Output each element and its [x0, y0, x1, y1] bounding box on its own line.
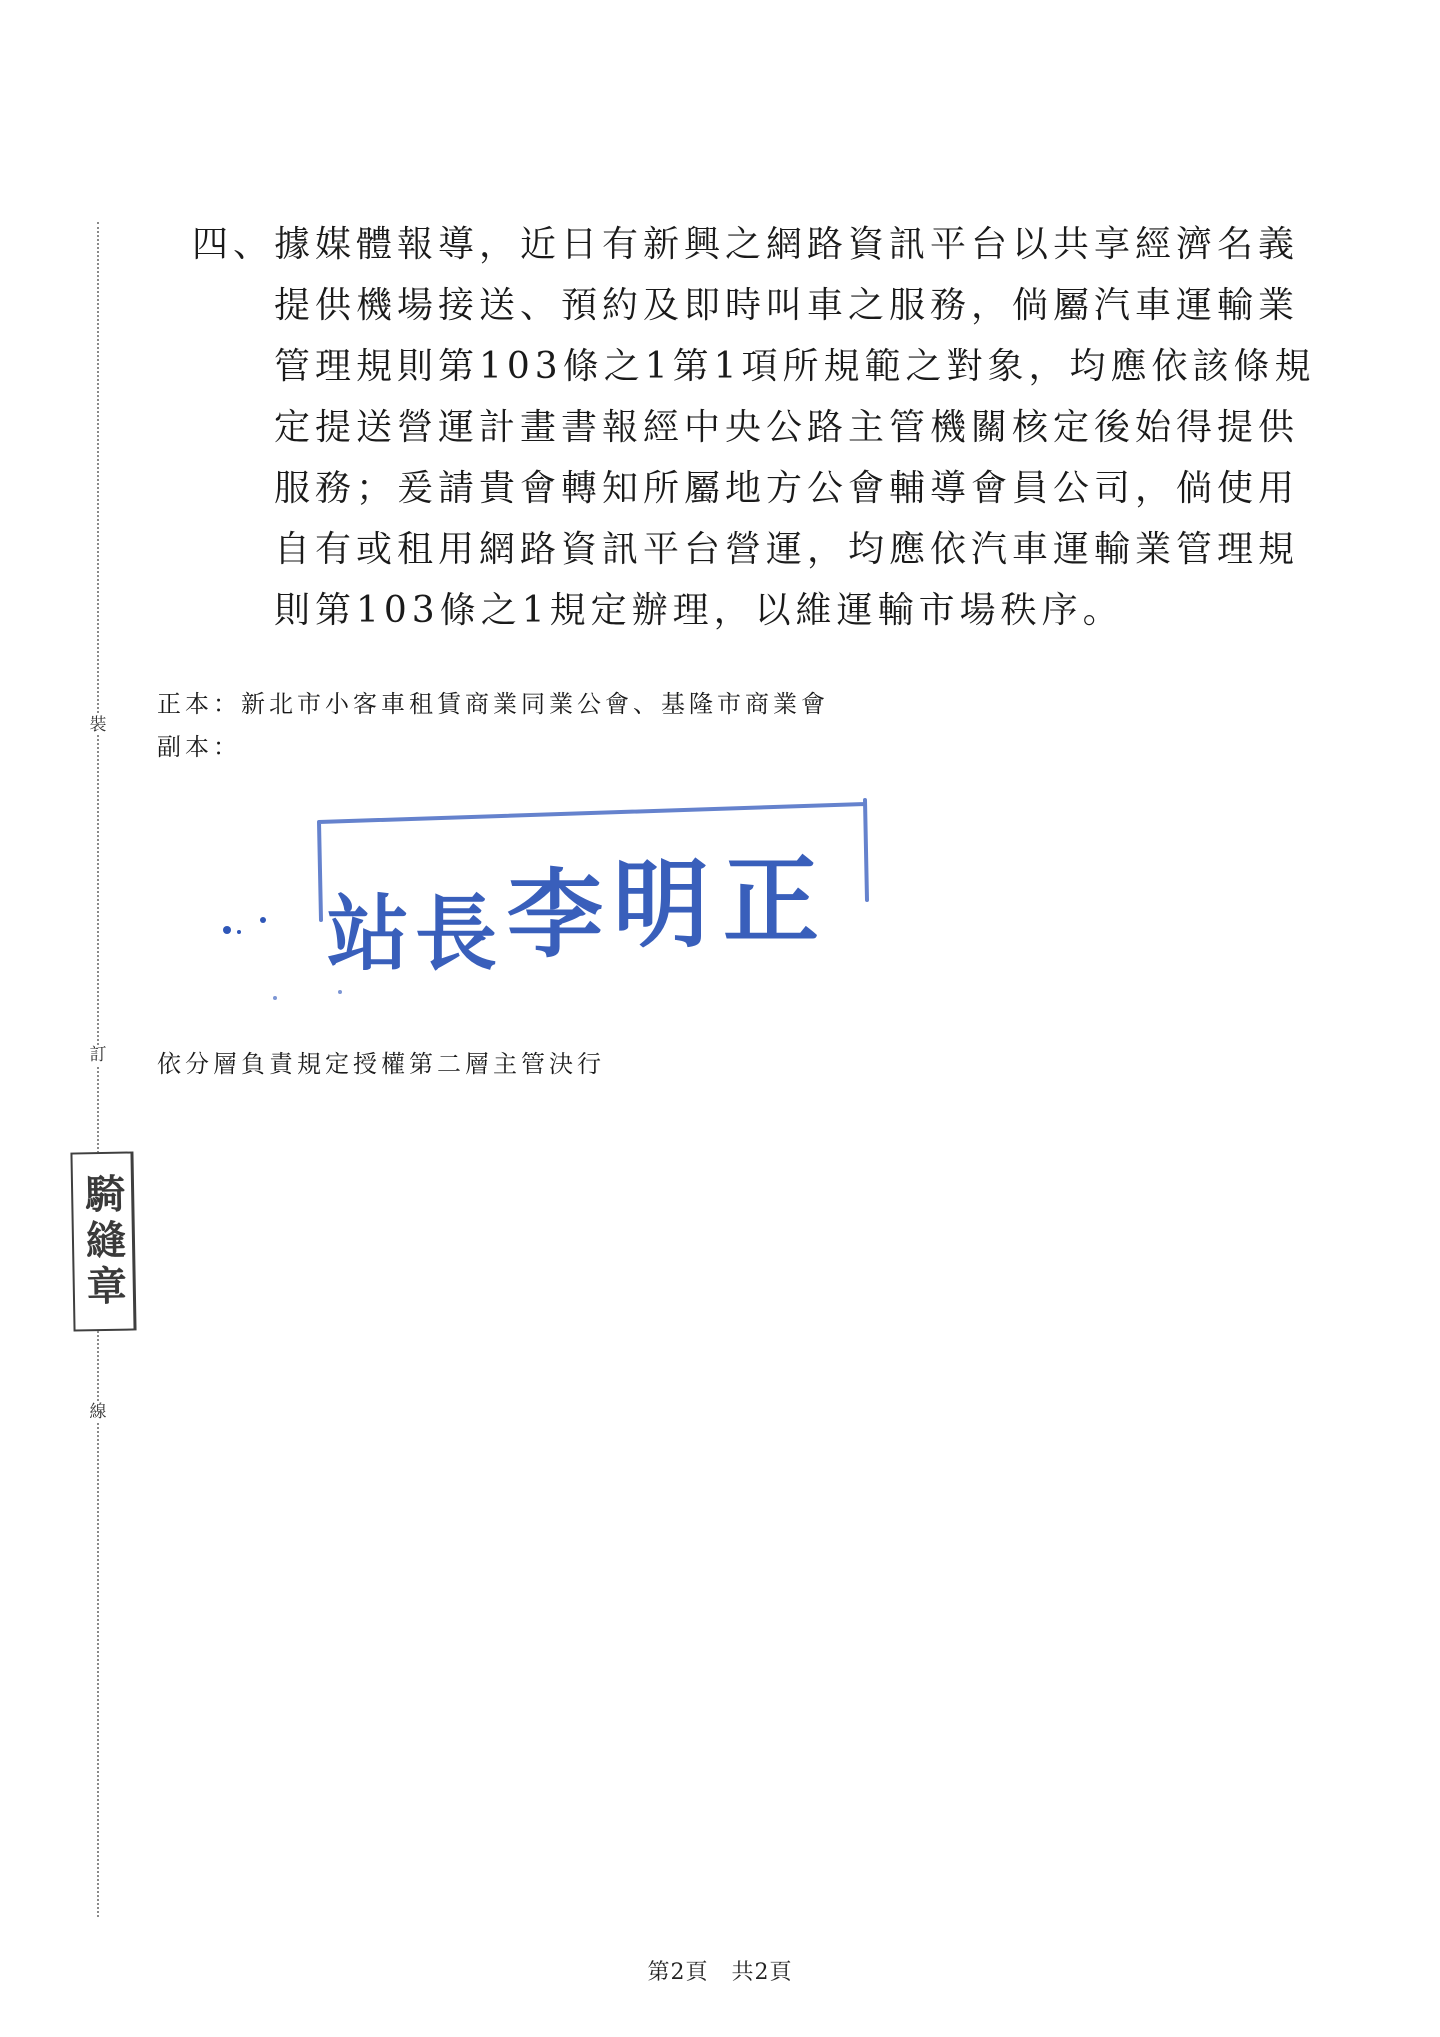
item-body [274, 214, 1316, 641]
item-line: 則第103條之1規定辦理，以維運輸市場秩序。 [274, 590, 1124, 631]
ink-speck [223, 926, 231, 934]
recipient-main: 正本：新北市小客車租賃商業同業公會、基隆市商業會 [157, 690, 829, 718]
item-line: 管理規則第103條之1第1項所規範之對象，均應依該條規 [274, 346, 1316, 387]
recipient-copy: 副本： [157, 733, 241, 761]
item-line: 自有或租用網路資訊平台營運，均應依汽車運輸業管理規 [274, 529, 1300, 570]
ink-speck [260, 917, 266, 923]
ink-speck [237, 930, 241, 934]
item-number: 四、 [192, 224, 275, 265]
item-line: 定提送營運計畫書報經中央公路主管機關核定後始得提供 [274, 407, 1300, 448]
item-line: 提供機場接送、預約及即時叫車之服務，倘屬汽車運輸業 [274, 285, 1300, 326]
binding-label-ding: 訂 [86, 1045, 110, 1065]
seam-stamp [70, 1151, 136, 1331]
ink-speck [273, 996, 277, 1000]
binding-dotted-line [97, 222, 99, 1917]
stamp-glyphs: 站長李明 正 [327, 844, 824, 982]
delegation-statement: 依分層負責規定授權第二層主管決行 [157, 1050, 605, 1078]
binding-label-zhuang: 裝 [86, 715, 110, 735]
binding-label-xian: 線 [86, 1402, 110, 1422]
signature-stamp [215, 770, 895, 1020]
seam-stamp-text: 騎縫章 [78, 1172, 128, 1311]
item-line: 服務；爰請貴會轉知所屬地方公會輔導會員公司，倘使用 [274, 468, 1300, 509]
ink-speck [338, 990, 342, 994]
page-number: 第2頁 共2頁 [647, 1960, 793, 1985]
item-line: 據媒體報導，近日有新興之網路資訊平台以共享經濟名義 [274, 224, 1300, 265]
